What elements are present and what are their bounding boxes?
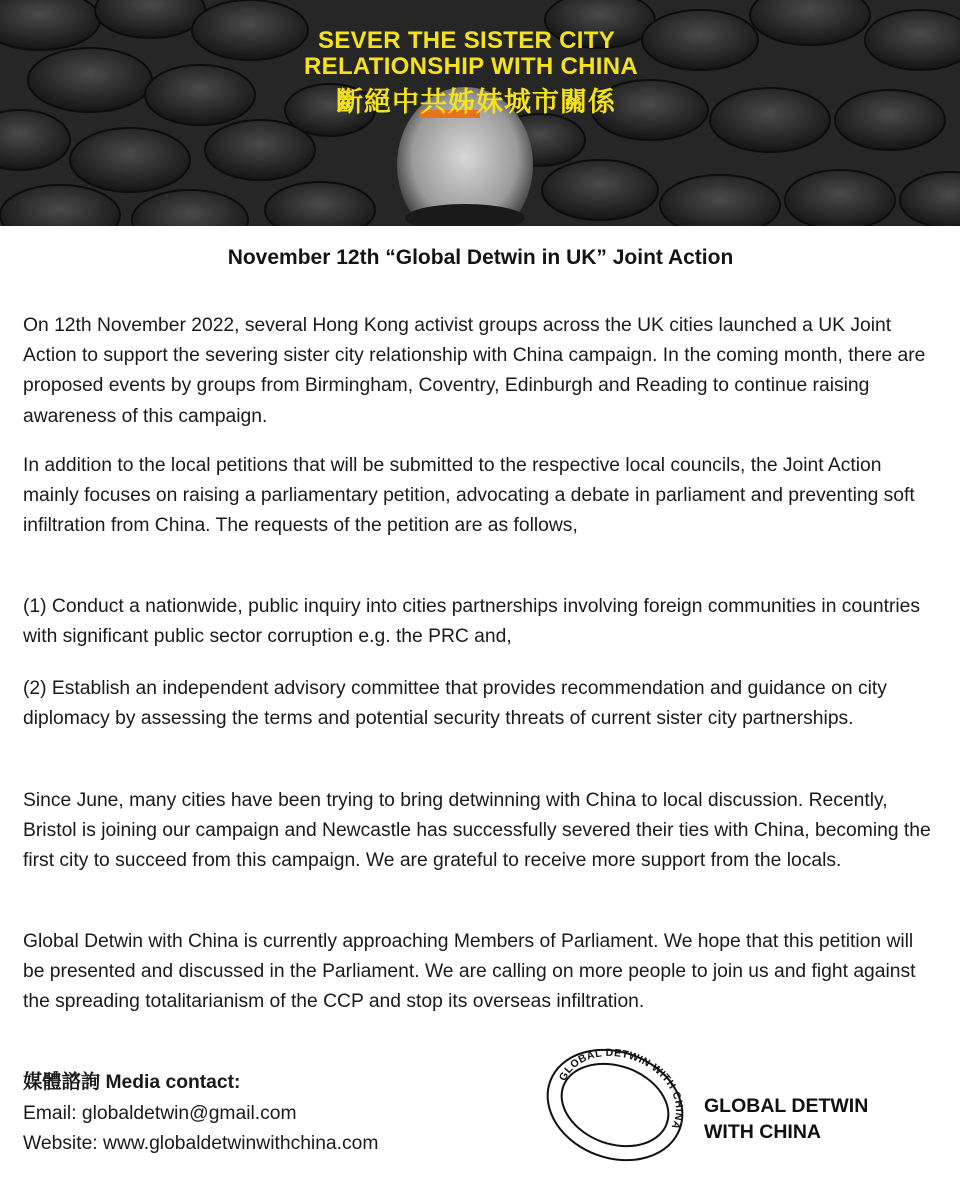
paragraph: (2) Establish an independent advisory committee that provides recommendation and guidance on city diplomacy by assessing the terms and potential security threats of current sister city partnerships.: [23, 678, 887, 730]
banner-headline-chinese: 斷絕中共姊妹城市關係: [336, 87, 616, 118]
global-detwin-ring-logo: [540, 1040, 690, 1170]
banner-headline-line2: RELATIONSHIP WITH CHINA: [304, 53, 639, 80]
header-banner: [0, 0, 960, 226]
paragraph: Since June, many cities have been trying to bring detwinning with China to local discussion. Recently, Bristol is joining our campaign and Newcastle has successfully severed their ties with China, becoming the first city to succeed from this campaign. We are grateful to receive more support from the locals.: [23, 790, 931, 872]
paragraph: In addition to the local petitions that will be submitted to the respective local councils, the Joint Action mainly focuses on raising a parliamentary petition, advocating a debate in parliament and preventing soft infiltration from China. The requests of the petition are as follows,: [23, 455, 915, 537]
logo-ring-text: GLOBAL DETWIN WITH CHINA: [556, 1046, 685, 1132]
organisation-name: [704, 1093, 868, 1145]
contact-email[interactable]: Email: globaldetwin@gmail.com: [23, 1102, 297, 1124]
contact-website[interactable]: Website: www.globaldetwinwithchina.com: [23, 1133, 379, 1154]
article-title: November 12th “Global Detwin in UK” Joint Action: [227, 246, 734, 269]
paragraph: (1) Conduct a nationwide, public inquiry into cities partnerships involving foreign communities in countries with significant public sector corruption e.g. the PRC and,: [23, 596, 921, 648]
paragraph: Global Detwin with China is currently approaching Members of Parliament. We hope that this petition will be presented and discussed in the Parliament. We are calling on more people to join us and fight against the spreading totalitarianism of the CCP and stop its overseas infiltration.: [23, 931, 916, 1013]
media-contact-heading: 媒體諮詢 Media contact:: [23, 1072, 241, 1093]
paragraph: On 12th November 2022, several Hong Kong activist groups across the UK cities launched a UK Joint Action to support the severing sister city relationship with China campaign. In the coming month, there are proposed events by groups from Birmingham, Coventry, Edinburgh and Reading to continue raising awareness of this campaign.: [23, 315, 926, 427]
banner-headline-line1: SEVER THE SISTER CITY: [318, 27, 616, 54]
media-contact: [23, 1068, 378, 1160]
organisation-name-line1: GLOBAL DETWIN: [704, 1095, 869, 1117]
organisation-name-line2: WITH CHINA: [704, 1121, 821, 1143]
